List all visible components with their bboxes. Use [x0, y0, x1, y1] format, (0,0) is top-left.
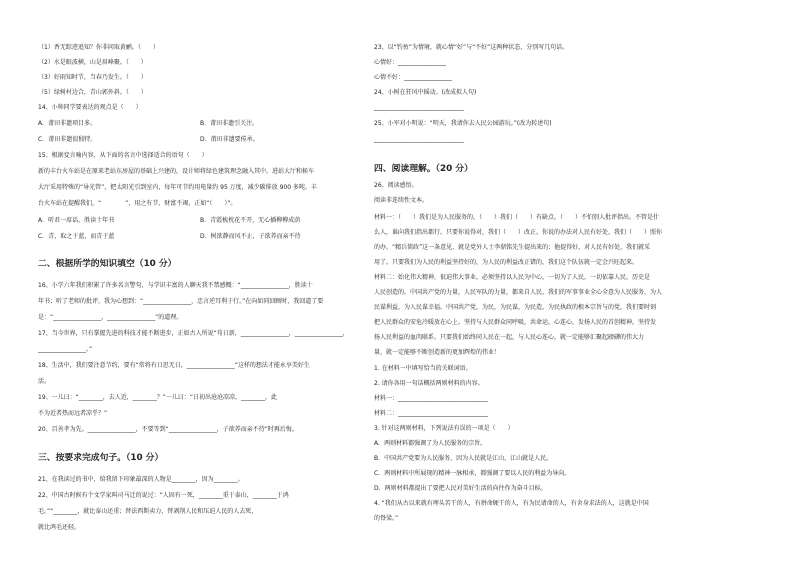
right-text-line: 材料二：始化伟大精神，很迫伟大事业，必须坚持以人民为中心，一切为了人民，一切依靠人民。历史是 — [374, 274, 651, 281]
left-text-line: 年书；听了老师的批评，我为心想到：“________________，忠言逆耳利于行。”在向如同回顾时，我回道了要 — [38, 298, 324, 305]
right-text-line: 么人，谁向我们指出都行。只要你说得对，我们（ ）改正。你说的办法对人民有好处，我们（ ）照你 — [374, 229, 663, 236]
right-text-line: 24、小树在狂风中摇动。(改成拟人句) — [374, 89, 477, 96]
left-text-line: 大厅采用特殊的“导光管”，把太阳光引到室内，每年可节约用电量约 95 万度，减少碳排放 900 多吨。丰 — [38, 184, 317, 191]
left-text-line: 15、根据変言喻内容，从下面的名言中选择适合的语句（ ） — [38, 152, 208, 159]
right-text-line: 量，就一定能够不断创造新的更加辉煌的伟业！ — [374, 349, 501, 356]
right-text-line: 心情好：________________ — [374, 59, 447, 66]
left-text-line: 就比鸿毛还轻。 — [38, 524, 81, 531]
left-text-line: （2）水是眼波横，山是眉峰聚。（ ） — [38, 59, 147, 66]
left-text-line: 不为近者热而远者凉乎？” — [38, 410, 108, 417]
right-text-line: 用了。只要我们为人民的利益坚持好的，为人民的利益改正错的，我们这个队伍就一定会兴旺起来。 — [374, 259, 639, 266]
left-text-line: D．树欲静而风不止，子欲养而亲不待 — [200, 233, 301, 240]
left-text-line: C．青，取之于蓝，而青于蓝 — [38, 233, 115, 240]
right-text-line: C．两则材料中所展现的精神一脉相承，都强调了要以人民的利益为导向。 — [374, 470, 571, 477]
left-text-line: C．莆田非遗很独特。 — [38, 136, 97, 143]
left-text-line: 21、在我读过的书中，给我留下印象最深的人物是________，因为________。 — [38, 476, 244, 483]
right-text-line: 1. 在材料一中填写恰当的关联词语。 — [374, 365, 472, 372]
left-text-line: 活。 — [38, 378, 51, 385]
left-text-line: ________________。” — [38, 346, 93, 353]
left-text-line: A．莆田非遗项目多。 — [38, 120, 97, 127]
left-text-line: B．莆田非遗引关注。 — [200, 120, 259, 127]
left-text-line: 17、当今世界，只有掌握先进的科技才能不断进步，正如古人所说“苟日新，________________，________________， — [38, 330, 349, 337]
right-text-line: ______________________________ — [374, 104, 464, 111]
left-text-line: 18、生活中，我们要注意节约，要有“常将有日思无日，________________”这样的想法才能永享美好生 — [38, 362, 310, 369]
left-text-line: 新的丰台火车站是在原来老站东房屋的基础上兴建的，设计师将绿色建筑理念融入其中。进站大厅和候车 — [38, 168, 315, 175]
left-section-heading: 二、根据所学的知识填空（10 分） — [38, 259, 177, 269]
left-text-line: 台火车站在提醒我们，“ ”，用之有节，财富不竭，正如“（ ）”。 — [38, 200, 237, 207]
left-text-line: （5）绿树村边合，青山郭外斜。（ ） — [38, 89, 147, 96]
right-text-line: 2. 请你各用一句话概括两则材料的内容。 — [374, 380, 484, 387]
left-text-line: （1）香无踪迹追知？你非问取黄鹂。（ ） — [38, 44, 159, 51]
right-text-line: 材料二：______________________________ — [374, 410, 489, 417]
right-text-line: 26、阅读感悟。 — [374, 182, 418, 189]
left-text-line: A．听君一席话，胜读十年书 — [38, 217, 115, 224]
right-text-line: ______________________________ — [374, 136, 464, 143]
left-text-line: 19、一儿曰：“________，去人近，________？”一儿曰：“日初出沧沧凉凉，________，此 — [38, 394, 277, 401]
left-section-heading: 三、按要求完成句子。（10 分） — [38, 453, 164, 463]
left-text-line: 22、中国古时候有个文学家叫司马迁的说过：“人固有一死，________重于泰山，________于鸿 — [38, 492, 289, 499]
left-text-line: 14、小帅同学要表达的观点是（ ） — [38, 104, 142, 111]
right-text-line: D．两则材料都提出了要把人民对美好生活的向往作为奋斗目标。 — [374, 485, 547, 492]
right-text-line: 材料一：（ ）我们是为人民服务的，（ ）我们（ ）有缺点，（ ）不怕别人批评指出。不管是什 — [374, 214, 660, 221]
left-text-line: 16、小学六年我们积累了许多名言警句，与学识丰富的人聊天我不禁感慨：“________________，胜读十 — [38, 282, 313, 289]
left-text-line: 是：“________________，________________”的道理。 — [38, 314, 183, 321]
left-text-line: 毛。”“________，就比泰山还重；替法西斯卖力，替剥削人民和压迫人民的人去死， — [38, 508, 258, 515]
right-text-line: 把人民群众的安危冷暖放在心上。坚持与人民群众同呼吸，共命运，心连心，发扬人民的首创精神，坚持发 — [374, 319, 657, 326]
right-text-line: 4. “我们从古以来就有埋头苦干的人，有拼命硬干的人，有为民请命的人，有舍身求法的人，这就是中国 — [374, 500, 649, 507]
right-text-line: 的脊梁。” — [374, 515, 399, 522]
right-text-line: 的办。“精兵简政”这一条意见，就是党外人士李鼎铭先生提出来的；他提得好，对人民有好处，我们就采 — [374, 244, 651, 251]
right-text-line: B．中国共产党要为人民服务，因为人民就是江山，江山就是人民。 — [374, 455, 553, 462]
right-text-line: 23、以“钓鱼”为情境，就心情“好”与“不好”这两种状态，分别写几句话。 — [374, 44, 569, 51]
right-section-heading: 四、阅读理解。（20 分） — [374, 164, 473, 174]
right-text-line: 25、小军对小明说：“明天，我请你去人民公园游玩。”(改为转述句) — [374, 120, 552, 127]
right-text-line: 民谋利益，为人民谋幸福。中国共产党，为民，为民谋，为民造，为民执政的根本宗旨与的党，我们要时刻 — [374, 304, 657, 311]
left-text-line: D．莆田非遗要传承。 — [200, 136, 259, 143]
right-text-line: 心情不好：________________ — [374, 74, 453, 81]
right-text-line: 3. 针对这两则材料，下列说法有误的一项是（ ） — [374, 425, 514, 432]
left-text-line: B．青霞梳枕花不开，无心插柳柳成荫 — [200, 217, 301, 224]
left-text-line: （3）好雨知时节，当春乃发生。（ ） — [38, 74, 147, 81]
right-text-line: A．两则材料都强调了为人民服务的宗旨。 — [374, 440, 487, 447]
right-text-line: 材料一：______________________________ — [374, 395, 489, 402]
right-text-line: 人民创造的。中国共产党的力量，人民军队的力量，都来自人民。我们的军事事业全心全意为人民服务，为人 — [374, 289, 663, 296]
right-text-line: 阅读非连续性文本。 — [374, 197, 429, 204]
right-text-line: 扬人民利益的血肉联系。只要我们始终同人民在一起，与人民心连心，就一定能够汇聚起磅礴的伟大力 — [374, 334, 645, 341]
left-text-line: 20、百善孝为先。________________，不要等到“________________，子欲养而亲不待”时再后悔。 — [38, 426, 298, 433]
